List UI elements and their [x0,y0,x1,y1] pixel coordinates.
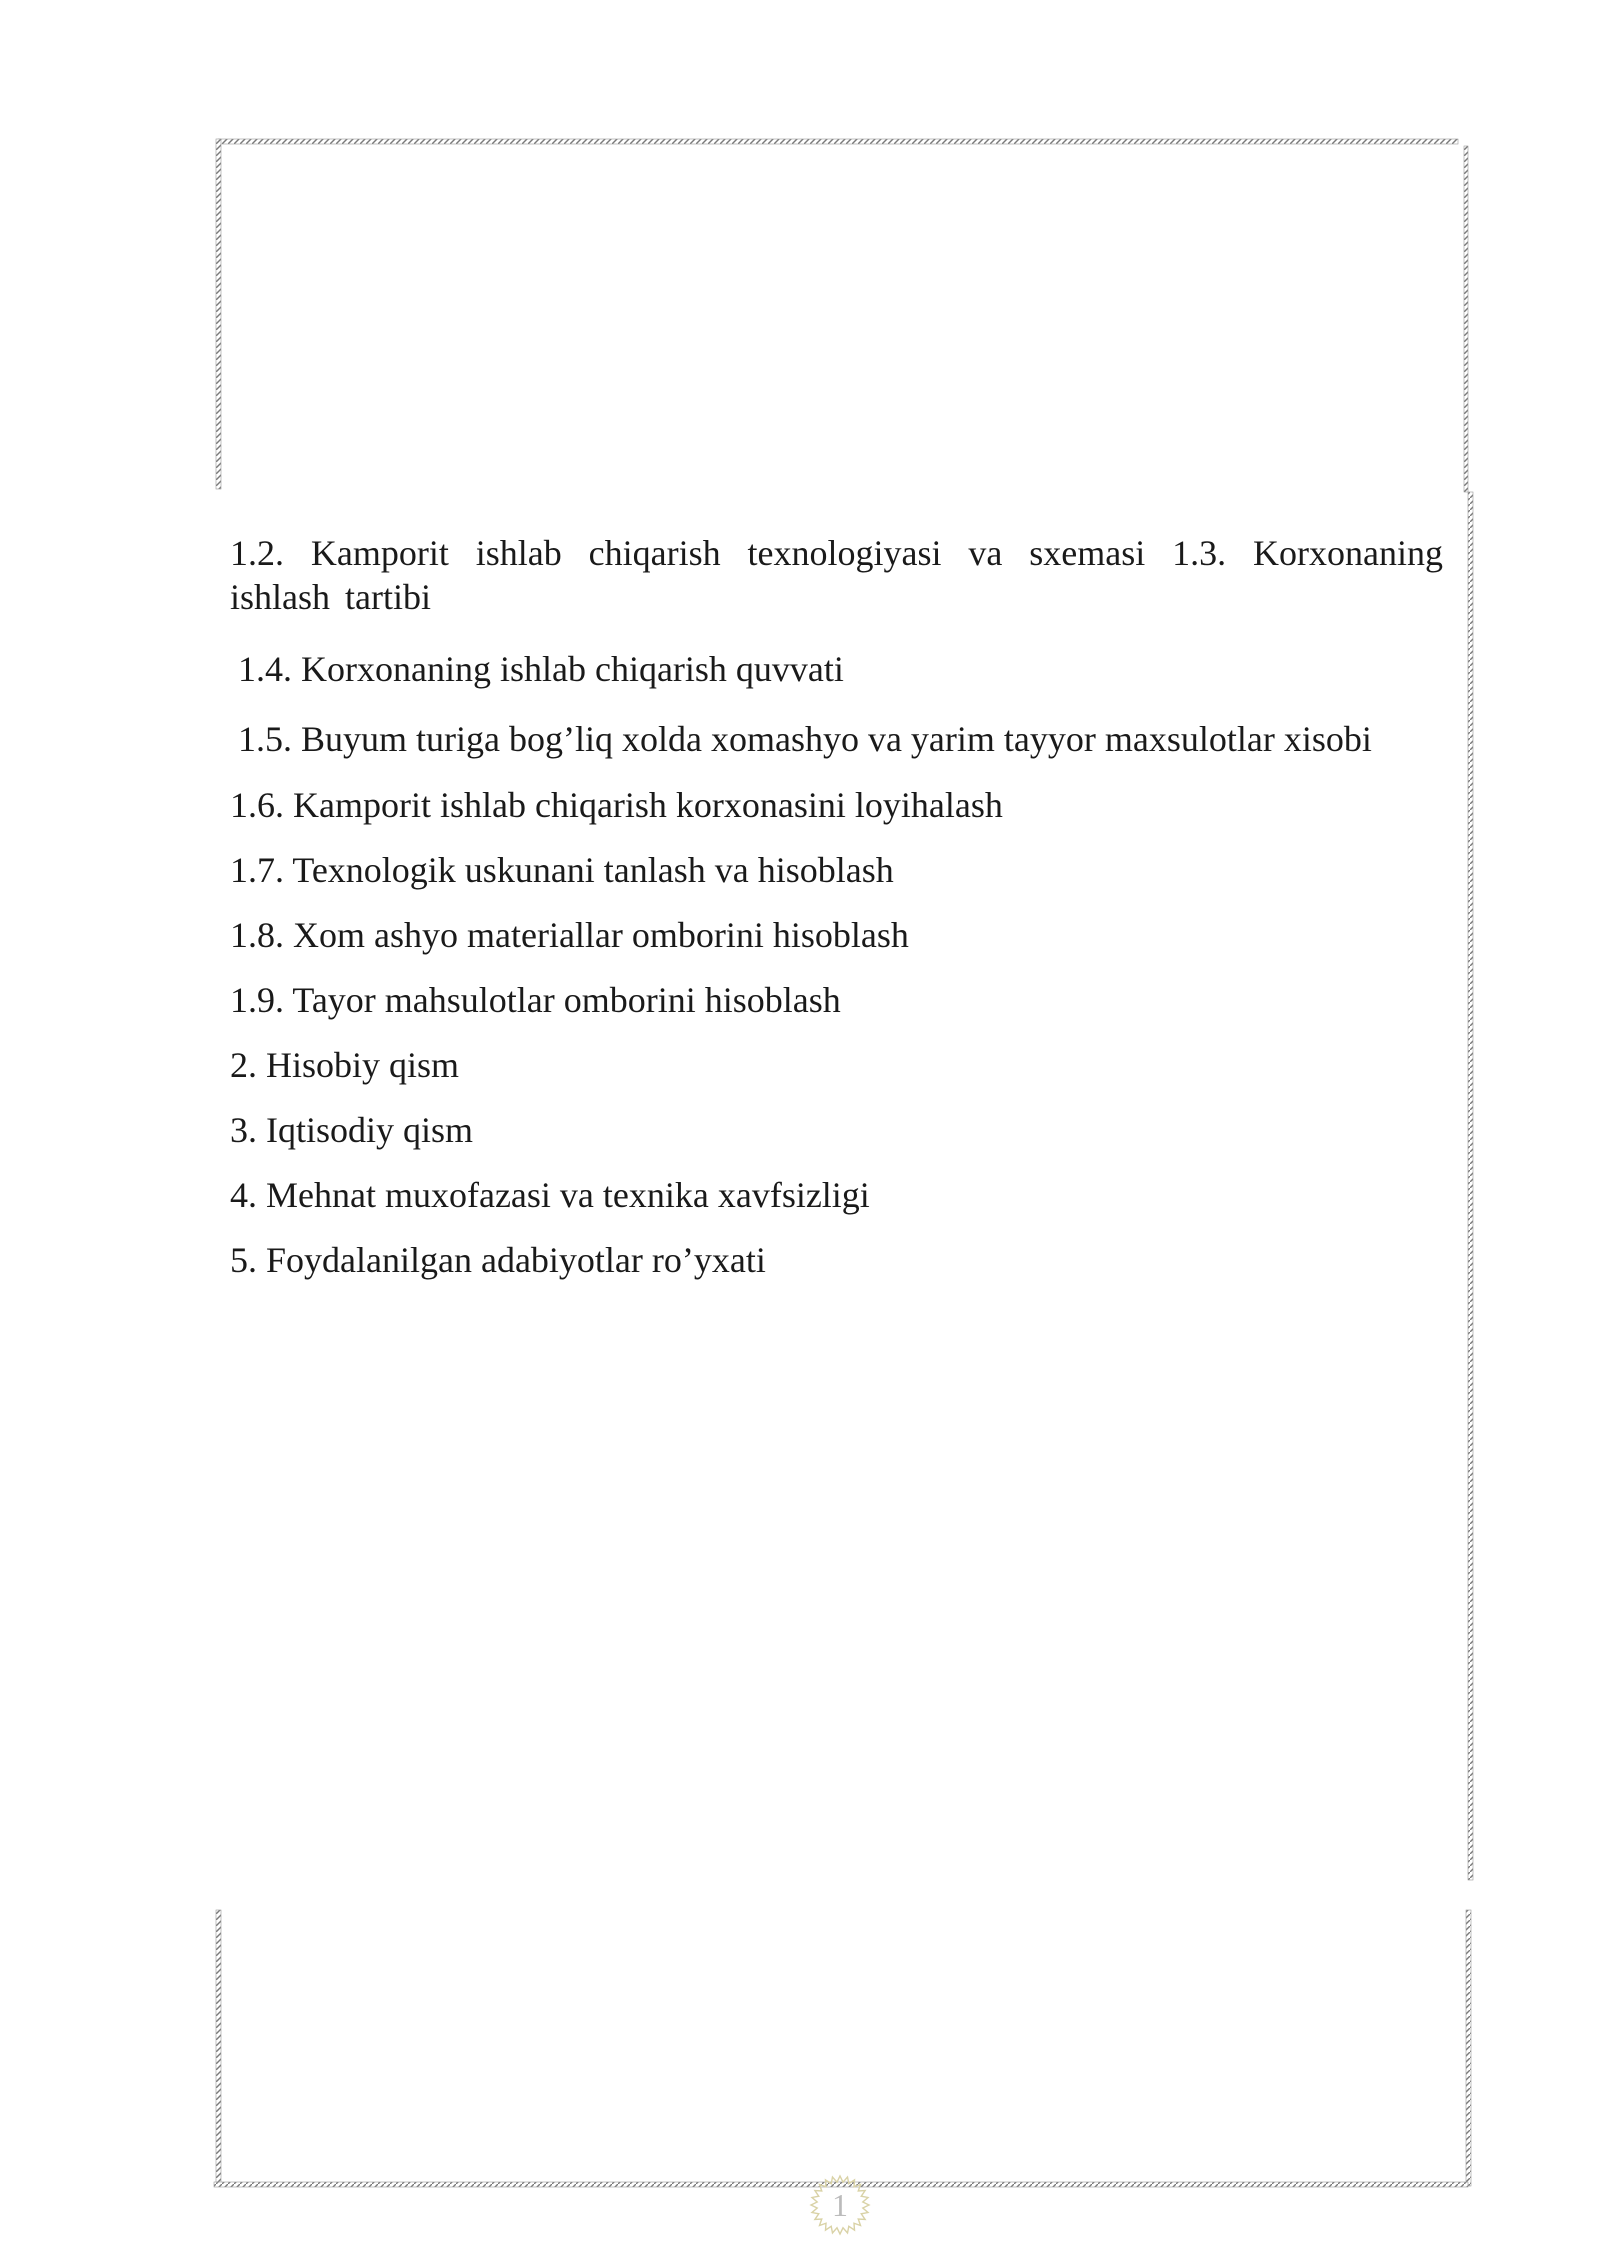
border-right-middle [1468,492,1473,1880]
page-number: 1 [832,2187,848,2223]
toc-item: 2. Hisobiy qism [230,1045,460,1085]
toc-item: 1.5. Buyum turiga bog’liq xolda xomashyo va yarim tayyor maxsulotlar xisobi [238,719,1372,759]
toc-item: 1.9. Tayor mahsulotlar omborini hisoblash [230,980,841,1020]
border-left-upper [216,139,221,489]
border-right-lower [1466,1910,1471,2186]
toc-item: 1.8. Xom ashyo materiallar omborini hisoblash [230,915,909,955]
toc-item: 5. Foydalanilgan adabiyotlar ro’yxati [230,1240,766,1280]
page-number-seal [809,2174,871,2236]
toc-item: 1.7. Texnologik uskunani tanlash va hisoblash [230,850,894,890]
toc-item: 1.2. Kamporit ishlab chiqarish texnologiyasi va sxemasi 1.3. Korxonaning ishlash tartibi [230,533,1443,617]
border-left-lower [216,1910,221,2186]
toc-item: 1.4. Korxonaning ishlab chiqarish quvvati [238,649,844,689]
border-top [218,139,1458,144]
toc-item: 4. Mehnat muxofazasi va texnika xavfsizligi [230,1175,870,1215]
border-right-upper [1464,146,1468,492]
toc-item: 3. Iqtisodiy qism [230,1110,474,1150]
toc-item: 1.6. Kamporit ishlab chiqarish korxonasini loyihalash [230,785,1003,825]
